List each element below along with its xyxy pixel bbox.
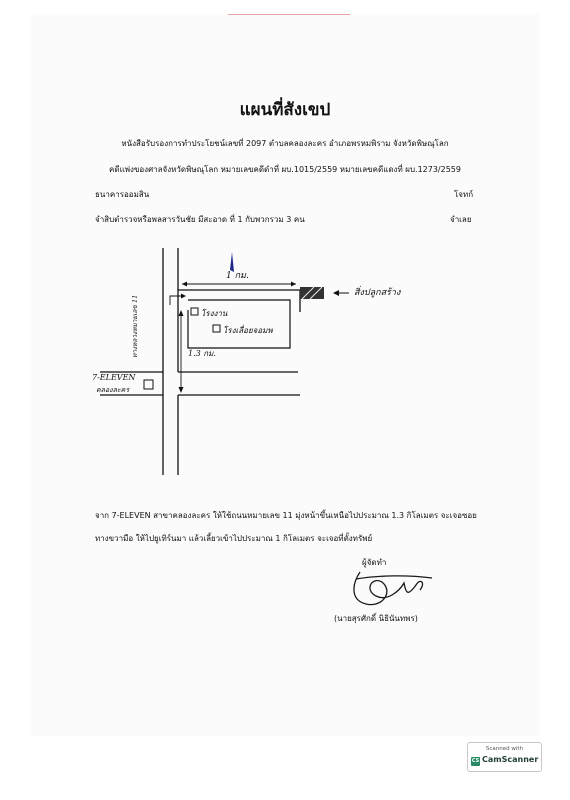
scanner-app-name: CamScanner bbox=[482, 755, 539, 764]
signature bbox=[354, 572, 432, 605]
plaintiff-name: ธนาคารออมสิน bbox=[95, 190, 150, 199]
seven-eleven-branch: คลองละคร bbox=[96, 386, 130, 394]
plaintiff-label: โจทก์ bbox=[454, 190, 474, 199]
signer-name: (นายสุรศักดิ์ นิธินันทพร) bbox=[334, 614, 418, 623]
access-road-outer bbox=[178, 290, 300, 312]
landmark1-marker bbox=[191, 308, 198, 315]
property-label: สิ่งปลูกสร้าง bbox=[354, 288, 401, 298]
top-distance-label: 1 กม. bbox=[226, 271, 249, 281]
certificate-line: หนังสือรับรองการทำประโยชน์เลขที่ 2097 ตำบลคลองละคร อำเภอพรหมพิราม จังหวัดพิษณุโลก bbox=[121, 139, 449, 148]
seven-eleven-label: 7-ELEVEN bbox=[92, 373, 136, 382]
court-case-line: คดีแพ่งของศาลจังหวัดพิษณุโลก หมายเลขคดีดำที่ ผบ.1015/2559 หมายเลขคดีแดงที่ ผบ.1273/2559 bbox=[109, 165, 461, 174]
highway-label: ทางหลวงหมายเลข 11 bbox=[131, 294, 139, 358]
defendant-label: จำเลย bbox=[450, 215, 472, 224]
landmark1-label: โรงงาน bbox=[201, 309, 228, 318]
seven-eleven-marker bbox=[144, 380, 153, 389]
directions-line2: ทางขวามือ ให้ไปยูเทิร์นมา แล้วเลี้ยวเข้าไปประมาณ 1 กิโลเมตร จะเจอที่ตั้งทรัพย์ bbox=[95, 534, 373, 543]
landmark2-label: โรงเลื่อยจอมพ bbox=[223, 326, 273, 335]
scanner-caption: Scanned with bbox=[485, 746, 524, 752]
directions-line1: จาก 7-ELEVEN สาขาคลองละคร ให้ใช้ถนนหมายเลข 11 มุ่งหน้าขึ้นเหนือไปประมาณ 1.3 กิโลเมตร จะเจอซอย bbox=[95, 511, 477, 520]
distance-label: 1.3 กม. bbox=[188, 349, 216, 358]
defendant-name: จำสิบตำรวจหรือพลสารวันชัย มีสะอาด ที่ 1 กับพวกรวม 3 คน bbox=[95, 215, 305, 224]
signer-label: ผู้จัดทำ bbox=[362, 558, 387, 567]
camscanner-logo-icon: CS bbox=[471, 758, 480, 764]
scanner-watermark bbox=[467, 742, 542, 772]
page-title: แผนที่สังเขป bbox=[239, 100, 331, 120]
landmark2-marker bbox=[213, 325, 220, 332]
